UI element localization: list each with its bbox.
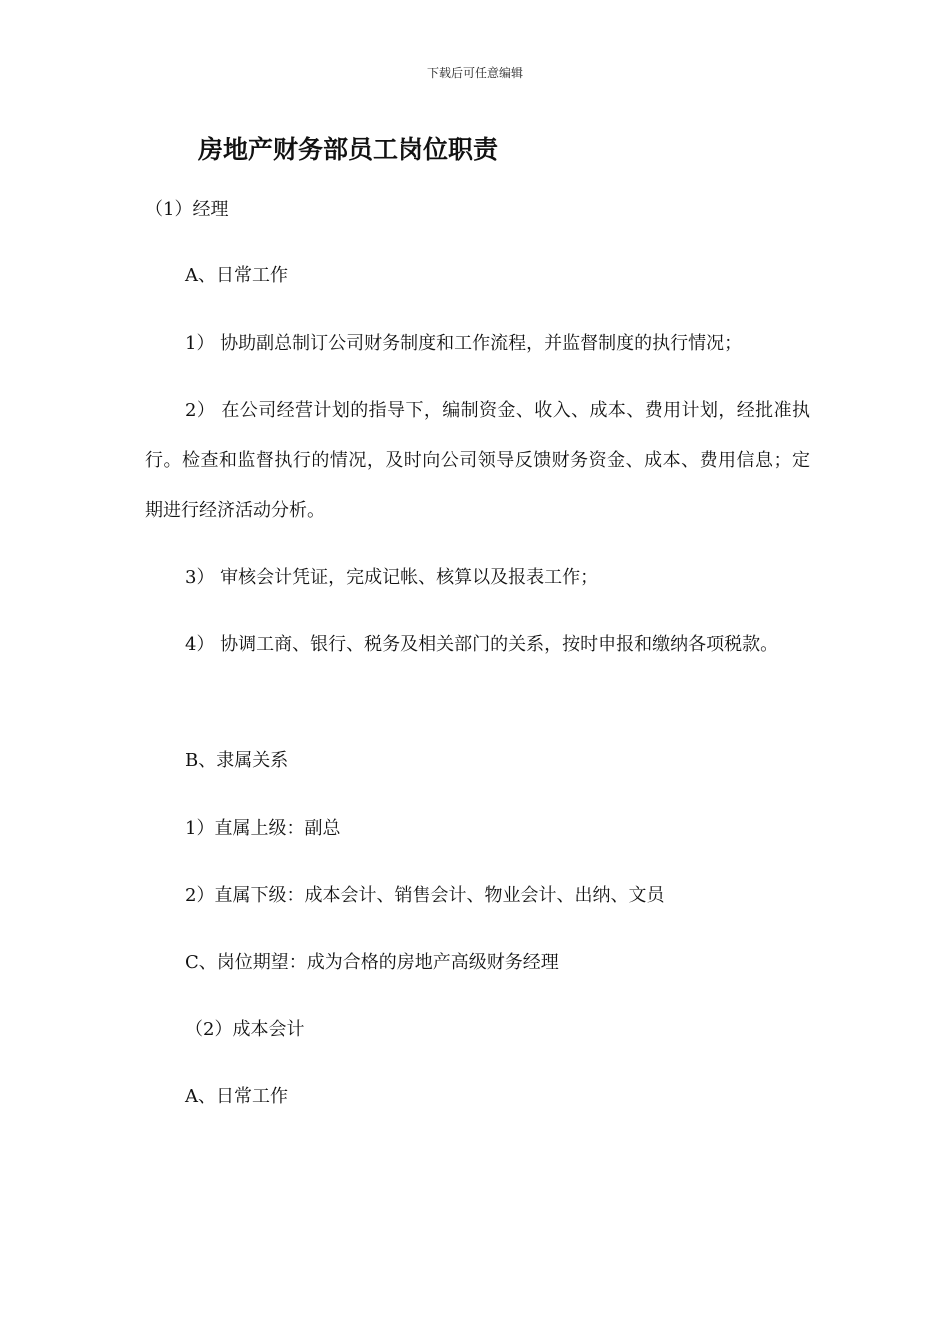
duty-item-4: 4） 协调工商、银行、税务及相关部门的关系，按时申报和缴纳各项税款。 bbox=[185, 634, 779, 655]
subsection-heading-daily-work: A、日常工作 bbox=[185, 265, 288, 286]
subsection-heading-reporting: B、隶属关系 bbox=[185, 750, 289, 771]
section-heading-cost-accountant: （2）成本会计 bbox=[185, 1019, 305, 1040]
duty-item-2: 2） 在公司经营计划的指导下，编制资金、收入、成本、费用计划，经批准执行。检查和监督执行的情况，及时向公司领导反馈财务资金、成本、费用信息；定期进行经济活动分析。 bbox=[145, 400, 810, 521]
section-heading-manager: （1）经理 bbox=[145, 199, 229, 220]
duty-item-1: 1） 协助副总制订公司财务制度和工作流程，并监督制度的执行情况； bbox=[185, 333, 743, 354]
reporting-item-subordinates: 2）直属下级：成本会计、销售会计、物业会计、出纳、文员 bbox=[185, 885, 665, 906]
subsection-heading-expectation: C、岗位期望：成为合格的房地产高级财务经理 bbox=[185, 952, 559, 973]
document-title: 房地产财务部员工岗位职责 bbox=[198, 135, 499, 164]
duty-item-3: 3） 审核会计凭证，完成记帐、核算以及报表工作； bbox=[185, 567, 599, 588]
subsection-heading-daily-work-2: A、日常工作 bbox=[185, 1086, 288, 1107]
header-note: 下载后可任意编辑 bbox=[426, 66, 523, 80]
reporting-item-superior: 1）直属上级：副总 bbox=[185, 818, 341, 839]
